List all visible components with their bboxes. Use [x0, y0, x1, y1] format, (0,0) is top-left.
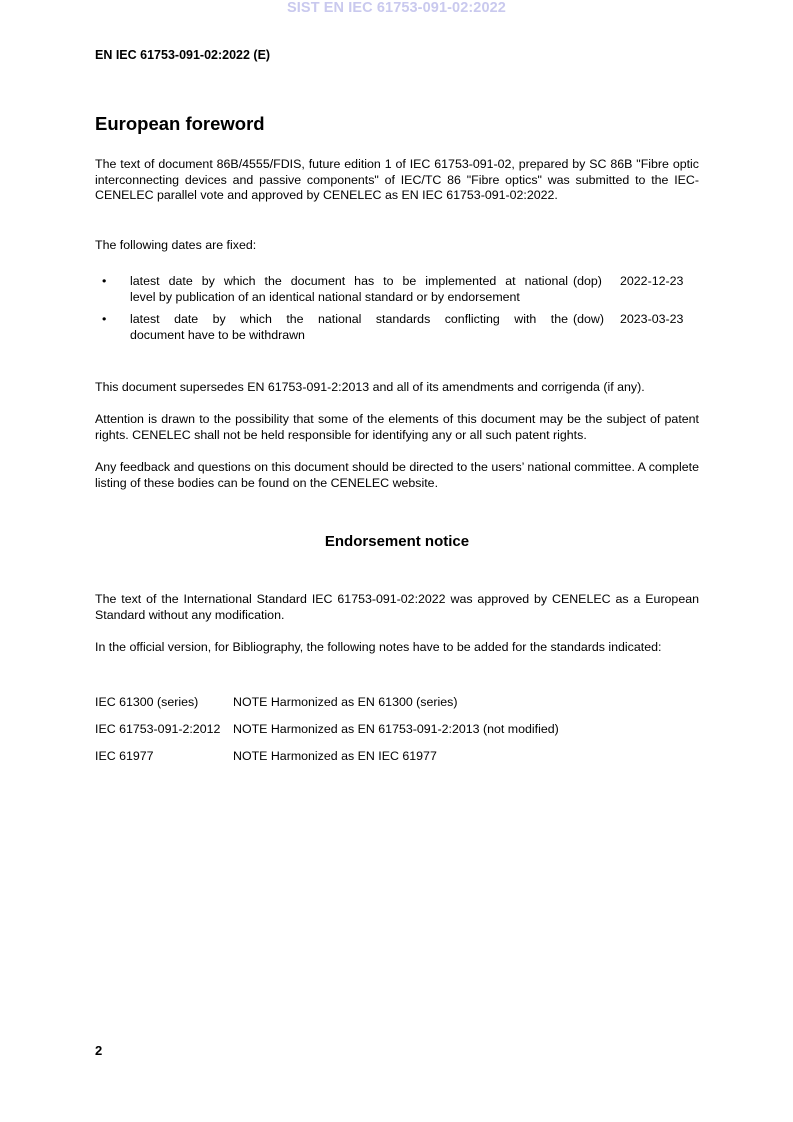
bibliography-reference: IEC 61753-091-2:2012	[95, 722, 221, 736]
date-item-date: 2023-03-23	[620, 312, 684, 326]
date-item-line-2: level by publication of an identical national standard or by endorsement	[130, 289, 520, 304]
endorsement-heading: Endorsement notice	[324, 533, 470, 550]
date-item-line-2: document have to be withdrawn	[130, 327, 305, 342]
bibliography-reference: IEC 61300 (series)	[95, 695, 199, 709]
date-item-dow	[95, 312, 699, 344]
watermark: SIST EN IEC 61753-091-02:2022	[287, 0, 506, 16]
bibliography-row	[95, 749, 699, 765]
date-item-line-1: latest date by which the national standards conflicting with the	[130, 312, 568, 326]
bibliography-reference: IEC 61977	[95, 749, 154, 763]
foreword-paragraph-4: Attention is drawn to the possibility that some of the elements of this document may be the subject of patent rights. CENELEC shall not be held responsible for identifying any or all such patent rights.	[95, 412, 699, 442]
bibliography-note: NOTE Harmonized as EN IEC 61977	[233, 749, 437, 763]
foreword-paragraph-3: This document supersedes EN 61753-091-2:2013 and all of its amendments and corrigenda (if any).	[95, 380, 645, 394]
endorsement-paragraph-1: The text of the International Standard IEC 61753-091-02:2022 was approved by CENELEC as a European Standard without any modification.	[95, 592, 699, 622]
foreword-heading: European foreword	[95, 113, 265, 134]
date-item-abbreviation: (dow)	[573, 312, 604, 326]
date-item-line-1: latest date by which the document has to be implemented at national	[130, 274, 568, 288]
bullet-icon: •	[102, 274, 107, 288]
bibliography-note: NOTE Harmonized as EN 61300 (series)	[233, 695, 458, 709]
date-item-dop	[95, 274, 699, 306]
page-number: 2	[95, 1043, 103, 1058]
endorsement-paragraph-2: In the official version, for Bibliography, the following notes have to be added for the standards indicated:	[95, 640, 662, 654]
foreword-paragraph-1: The text of document 86B/4555/FDIS, future edition 1 of IEC 61753-091-02, prepared by SC 86B "Fibre optic interconnecting devices and passive components" of IEC/TC 86 "Fibre optics" was submitted to the IEC-CENELEC parallel vote and approved by CENELEC as EN IEC 61753-091-02:2022.	[95, 157, 699, 202]
bibliography-row	[95, 695, 699, 711]
foreword-paragraph-5: Any feedback and questions on this document should be directed to the users’ national committee. A complete listing of these bodies can be found on the CENELEC website.	[95, 460, 699, 490]
bibliography-row	[95, 722, 699, 738]
bibliography-note: NOTE Harmonized as EN 61753-091-2:2013 (not modified)	[233, 722, 559, 736]
date-item-date: 2022-12-23	[620, 274, 684, 288]
bullet-icon: •	[102, 312, 107, 326]
foreword-paragraph-2: The following dates are fixed:	[95, 238, 257, 252]
document-identifier: EN IEC 61753-091-02:2022 (E)	[95, 48, 271, 62]
date-item-text	[130, 312, 568, 343]
date-item-abbreviation: (dop)	[573, 274, 602, 288]
date-item-text	[130, 274, 568, 305]
